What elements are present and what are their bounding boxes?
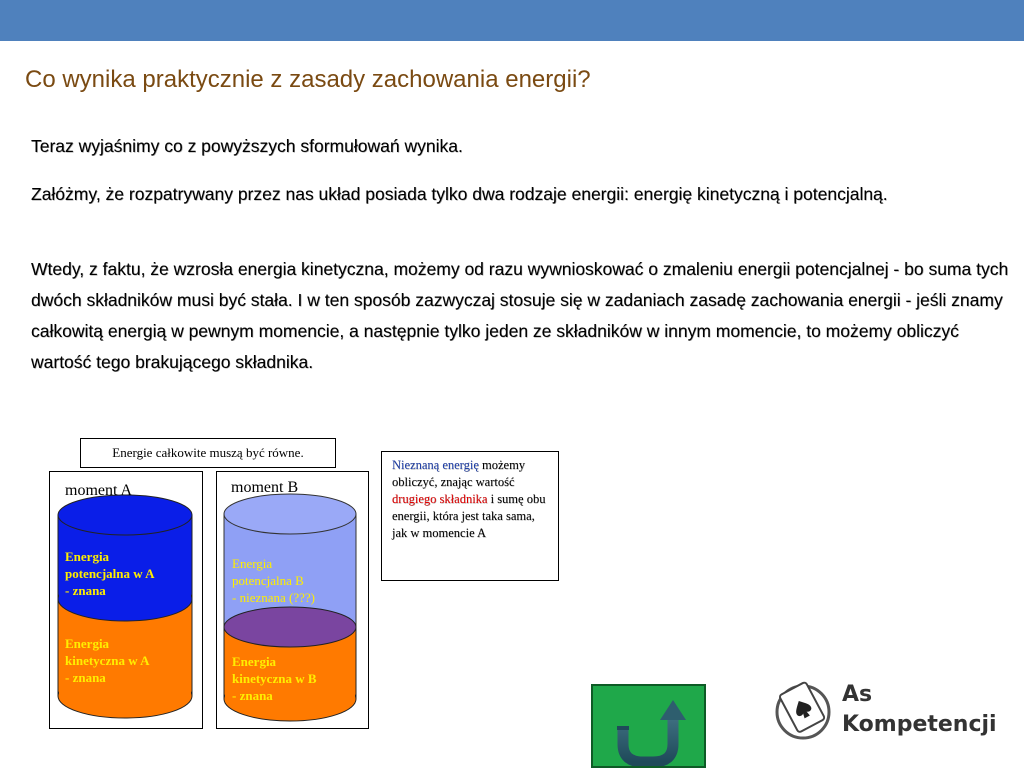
potential-b-text: Energia potencjalna B - nieznana (???) (232, 556, 315, 605)
u-turn-back-icon (593, 686, 704, 766)
kinetic-b-text: Energia kinetyczna w B - znana (232, 654, 317, 703)
logo-line-2: Kompetencji (842, 712, 997, 737)
diagram-caption: Energie całkowite muszą być równe. (80, 438, 336, 468)
top-banner (0, 0, 1024, 41)
logo-line-1: As (842, 682, 873, 707)
moment-a-panel (49, 471, 203, 729)
moment-a-label: moment A (65, 482, 133, 499)
card-spade-logo-icon (770, 676, 836, 742)
paragraph-assumption: Załóżmy, że rozpatrywany przez nas układ posiada tylko dwa rodzaje energii: energię kinetyczną i potencjalną. (31, 184, 888, 204)
back-button[interactable] (591, 684, 706, 768)
moment-a-cylinder (50, 472, 204, 730)
kinetic-a-text: Energia kinetyczna w A - znana (65, 636, 150, 685)
explanation-note: Nieznaną energię możemy obliczyć, znając wartość drugiego składnika i sumę obu energii, która jest taka sama, jak w momencie A (381, 451, 559, 581)
potential-a-text: Energia potencjalna w A - znana (65, 549, 155, 598)
slide-title: Co wynika praktycznie z zasady zachowania energii? (25, 66, 591, 93)
logo-text (842, 680, 997, 740)
paragraph-intro: Teraz wyjaśnimy co z powyższych sformułowań wynika. (31, 136, 463, 156)
moment-b-label: moment B (231, 479, 299, 496)
paragraph-conclusion: Wtedy, z faktu, że wzrosła energia kinetyczna, możemy od razu wywnioskować o zmaleniu energii potencjalnej - bo suma tych dwóch składników musi być stała. I w ten sposób zazwyczaj stosuje się w zadaniach zasadę zachowania energii - jeśli znamy całkowitą energią w pewnym momencie, a następnie tylko jeden ze składników w innym momencie, to możemy obliczyć wartość tego brakującego składnika. (31, 259, 1009, 372)
moment-b-panel (216, 471, 369, 729)
